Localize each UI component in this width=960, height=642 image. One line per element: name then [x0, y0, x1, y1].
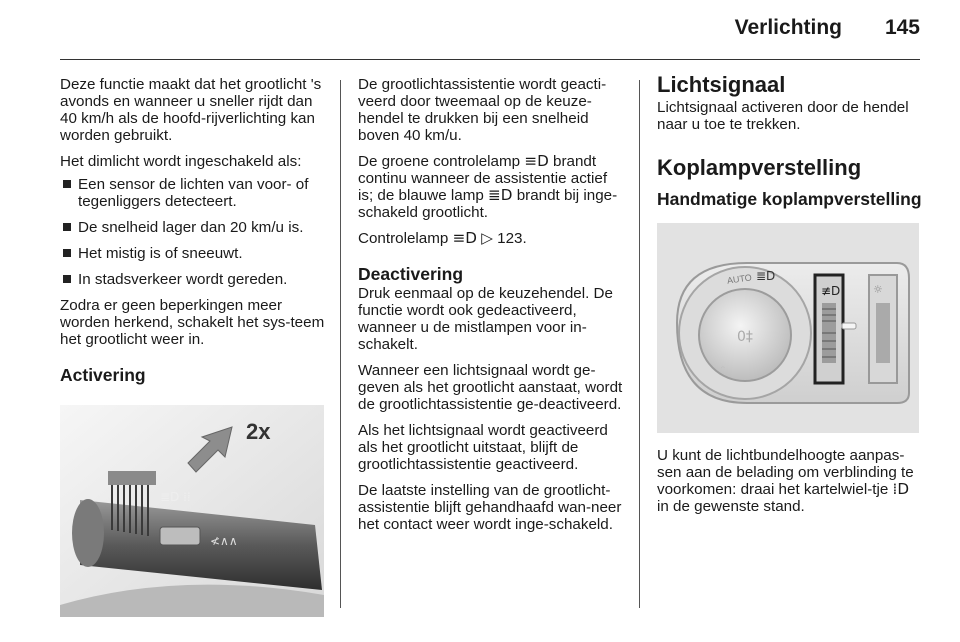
bullet-icon — [63, 249, 71, 257]
bullet-icon — [63, 180, 71, 188]
column-divider-1 — [340, 80, 341, 608]
press-twice-label: 2x — [246, 419, 271, 444]
svg-text:≮∧∧: ≮∧∧ — [210, 534, 238, 548]
column-3 — [657, 72, 923, 524]
indicator-reference: Controlelamp ≡D ▷ 123. — [358, 229, 527, 247]
svg-text:≣D: ≣D — [756, 269, 776, 283]
dimlight-intro: Het dimlicht wordt ingeschakeld als: — [60, 153, 302, 170]
page-number: 145 — [884, 16, 920, 39]
list-item: Een sensor de lichten van voor- of tegenliggers detecteert. — [60, 176, 326, 210]
heading-lichtsignaal: Lichtsignaal — [657, 72, 786, 97]
column-2 — [358, 76, 624, 542]
flash-paragraph: Lichtsignaal activeren door de hendel naar u toe te trekken. — [657, 99, 909, 133]
light-switch-figure — [657, 223, 919, 433]
headlight-range-icon: ⁞D — [892, 480, 910, 498]
heading-koplampverstelling: Koplampverstelling — [657, 155, 862, 180]
dimlight-conditions-list — [60, 176, 326, 288]
auto-high-beam-icon: ≡D — [452, 229, 477, 247]
high-beam-icon: ≣D — [488, 186, 513, 204]
auto-high-beam-icon: ≡D — [524, 152, 549, 170]
page-reference-icon: ▷ — [481, 229, 493, 247]
bullet-icon — [63, 275, 71, 283]
flash-off-paragraph: Als het lichtsignaal wordt geactiveerd als het grootlicht uitstaat, blijft de grootlichtassistentie geactiveerd. — [358, 422, 608, 473]
memory-paragraph: De laatste instelling van de grootlicht-assistentie blijft gehandhaafd wan-neer het contact weer wordt inge-schakeld. — [358, 482, 622, 533]
light-switch-illustration — [657, 223, 919, 433]
indicator-paragraph: De groene controlelamp ≡D brandt continu wanneer de assistentie actief is; de blauwe lamp ≣D brandt bij inge-schakeld grootlicht. — [358, 152, 618, 221]
auto-label: AUTO — [726, 272, 753, 286]
svg-text:≣D ⁞⁞: ≣D ⁞⁞ — [160, 490, 191, 504]
flash-on-paragraph: Wanneer een lichtsignaal wordt ge-geven als het grootlicht aanstaat, wordt de grootlichtassistentie ge-deactiveerd. — [358, 362, 623, 413]
list-item: De snelheid lager dan 20 km/u is. — [60, 219, 326, 236]
intro-paragraph: Deze functie maakt dat het grootlicht 's avonds en wanneer u sneller rijdt dan 40 km/h als de hoofd-rijverlichting kan worden gebruikt. — [60, 76, 322, 144]
stalk-illustration — [60, 405, 324, 617]
heading-deactivering: Deactivering — [358, 264, 464, 284]
list-item: Het mistig is of sneeuwt. — [60, 245, 326, 262]
headlight-range-paragraph: U kunt de lichtbundelhoogte aanpas-sen aan de belading om verblinding te voorkomen: draai het kartelwiel-tje ⁞D in de gewenste stand. — [657, 447, 914, 515]
column-divider-2 — [639, 80, 640, 608]
heading-activering: Activering — [60, 365, 146, 385]
svg-text:☼: ☼ — [873, 283, 883, 296]
headlight-range-icon: ≢D — [821, 284, 841, 298]
restore-paragraph: Zodra er geen beperkingen meer worden herkend, schakelt het sys-teem het grootlicht weer in. — [60, 297, 325, 348]
heading-handmatige: Handmatige koplampverstelling — [657, 189, 922, 209]
header-divider — [60, 59, 920, 60]
stalk-figure — [60, 405, 324, 617]
page-header-title: Verlichting — [734, 16, 842, 39]
bullet-icon — [63, 223, 71, 231]
list-item: In stadsverkeer wordt gereden. — [60, 271, 326, 288]
svg-text:ᵔ: ᵔ — [721, 365, 726, 376]
svg-text:0‡: 0‡ — [737, 329, 753, 345]
deactivation-paragraph: Druk eenmaal op de keuzehendel. De functie wordt ook gedeactiveerd, wanneer u de mistlampen voor in-schakelt. — [358, 285, 613, 353]
activation-paragraph: De grootlichtassistentie wordt geacti-veerd door tweemaal op de keuze-hendel te drukken bij een snelheid boven 40 km/u. — [358, 76, 607, 144]
column-1 — [60, 76, 326, 617]
